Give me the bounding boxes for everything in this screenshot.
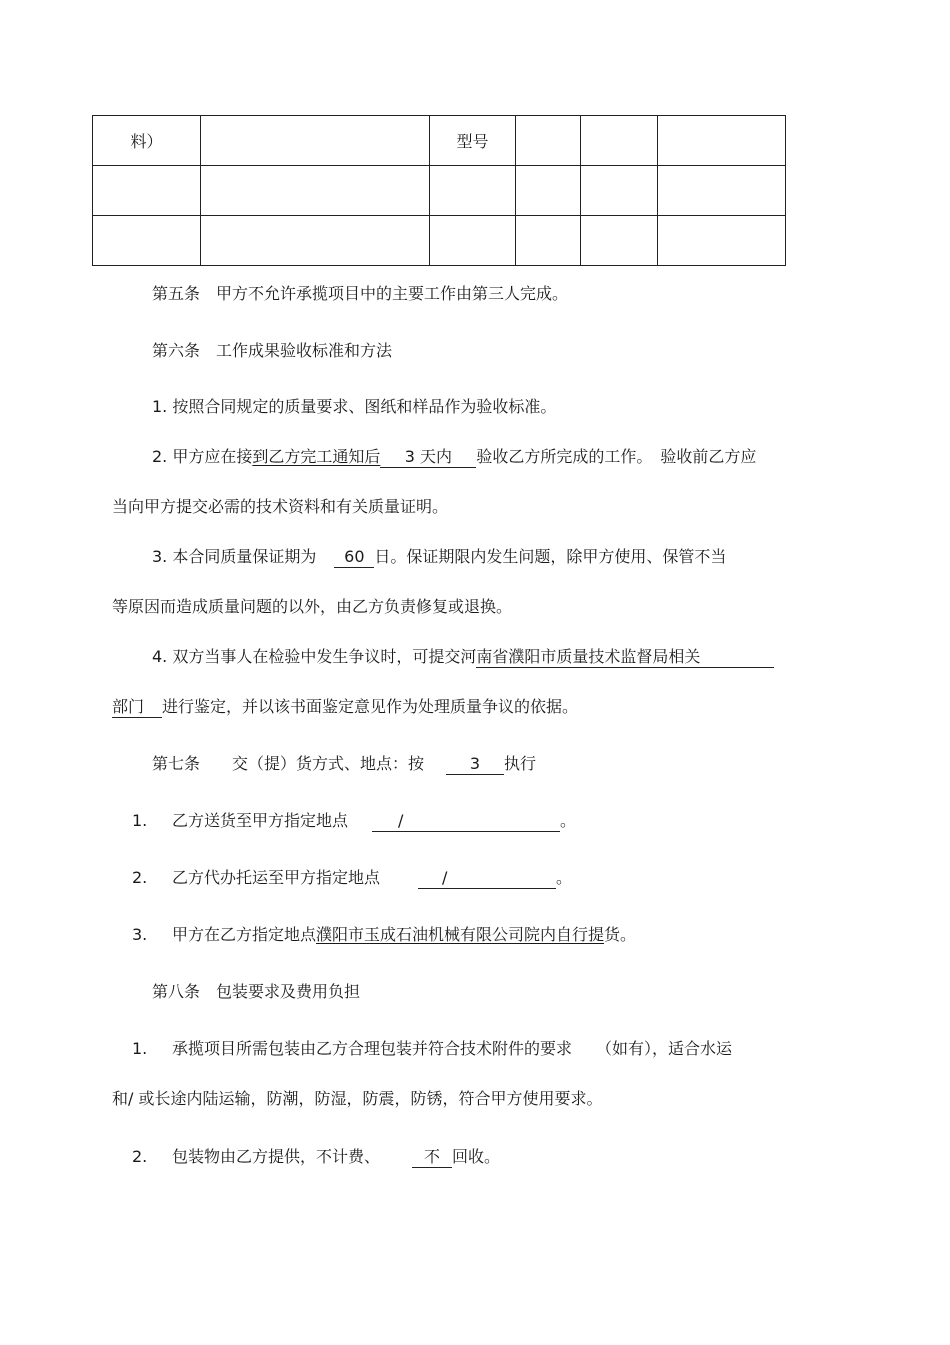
shipping-location-blank (418, 868, 556, 889)
item-text-post: 货。 (604, 925, 637, 944)
article-7-item-1 (132, 810, 576, 832)
item-text: 承揽项目所需包装由乙方合理包装并符合技术附件的要求 （如有），适合水运 (172, 1039, 733, 1058)
table-cell (516, 116, 581, 166)
article-8-item-1-cont: 和/ 或长途内陆运输，防潮，防湿，防震，防锈，符合甲方使用要求。 (112, 1089, 603, 1108)
article-7-title (152, 753, 536, 775)
table-cell (658, 216, 786, 266)
item-text: 包装物由乙方提供，不计费、 (172, 1147, 381, 1166)
table-cell (430, 216, 516, 266)
inspection-agency-blank: 南省濮阳市质量技术监督局相关 (476, 647, 774, 668)
article-7-item-2 (132, 867, 572, 889)
table-cell (430, 166, 516, 216)
table-row (93, 166, 786, 216)
table-cell: 型号 (430, 116, 516, 166)
item-number: 2. (132, 868, 148, 887)
article-6-item-4 (152, 646, 774, 668)
item-4-text-cont: 进行鉴定，并以该书面鉴定意见作为处理质量争议的依据。 (162, 697, 579, 716)
item-text-post: 。 (556, 868, 573, 887)
table-cell (93, 216, 201, 266)
inspection-days-blank: 3 天内 (380, 447, 476, 468)
table-cell (516, 216, 581, 266)
table-cell (658, 166, 786, 216)
table-cell (581, 216, 658, 266)
item-3-text-post: 日。保证期限内发生问题，除甲方使用、保管不当 (374, 547, 727, 566)
table-cell: 料） (93, 116, 201, 166)
article-6-item-1: 1. 按照合同规定的质量要求、图纸和样品作为验收标准。 (152, 397, 557, 416)
article-6-title: 第六条 工作成果验收标准和方法 (152, 341, 393, 360)
article-6-item-2-cont: 当向甲方提交必需的技术资料和有关质量证明。 (112, 497, 449, 516)
article-8-item-2 (132, 1146, 500, 1168)
article-6-item-4-cont (112, 696, 578, 718)
article-6-item-3-cont: 等原因而造成质量问题的以外，由乙方负责修复或退换。 (112, 597, 513, 616)
table-cell (581, 116, 658, 166)
table-cell (201, 116, 430, 166)
recycle-blank: 不 (412, 1147, 452, 1168)
pickup-location: 濮阳市玉成石油机械有限公司院内自行提 (316, 925, 605, 944)
item-text-post: 。 (560, 811, 577, 830)
agency-dept-blank: 部门 (112, 697, 162, 718)
article-5: 第五条 甲方不允许承揽项目中的主要工作由第三人完成。 (152, 284, 569, 303)
item-number: 3. (132, 925, 148, 944)
article-7-item-3 (132, 924, 636, 946)
article-8-title: 第八条 包装要求及费用负担 (152, 982, 361, 1001)
article-8-item-1 (132, 1038, 732, 1060)
item-number: 2. (132, 1147, 148, 1166)
table-cell (93, 166, 201, 216)
item-2-underlined: 到乙方完工通知后 (252, 447, 381, 466)
table-cell (201, 166, 430, 216)
item-number: 1. (132, 1039, 148, 1058)
delivery-method-blank: 3 (446, 754, 504, 775)
blank-value: / (442, 868, 448, 887)
item-text-post: 回收。 (452, 1147, 501, 1166)
table-cell (201, 216, 430, 266)
blank-value: / (398, 811, 404, 830)
table-cell (658, 116, 786, 166)
item-text: 乙方代办托运至甲方指定地点 (172, 868, 381, 887)
article-7-title-text: 第七条 交（提）货方式、地点：按 (152, 754, 425, 773)
item-3-text: 3. 本合同质量保证期为 (152, 547, 317, 566)
spec-table (92, 115, 786, 266)
warranty-days-blank: 60 (334, 547, 374, 568)
item-4-text: 4. 双方当事人在检验中发生争议时，可提交河 (152, 647, 477, 666)
item-number: 1. (132, 811, 148, 830)
item-text: 乙方送货至甲方指定地点 (172, 811, 349, 830)
table-cell (581, 166, 658, 216)
delivery-location-blank (372, 811, 560, 832)
article-6-item-3 (152, 546, 726, 568)
table-cell (516, 166, 581, 216)
item-text: 甲方在乙方指定地点 (172, 925, 317, 944)
item-2-text: 2. 甲方应在接 (152, 447, 253, 466)
article-6-item-2 (152, 446, 756, 468)
article-7-title-post: 执行 (504, 754, 537, 773)
table-row (93, 216, 786, 266)
table-row (93, 116, 786, 166)
item-2-text-post: 验收乙方所完成的工作。 验收前乙方应 (476, 447, 757, 466)
